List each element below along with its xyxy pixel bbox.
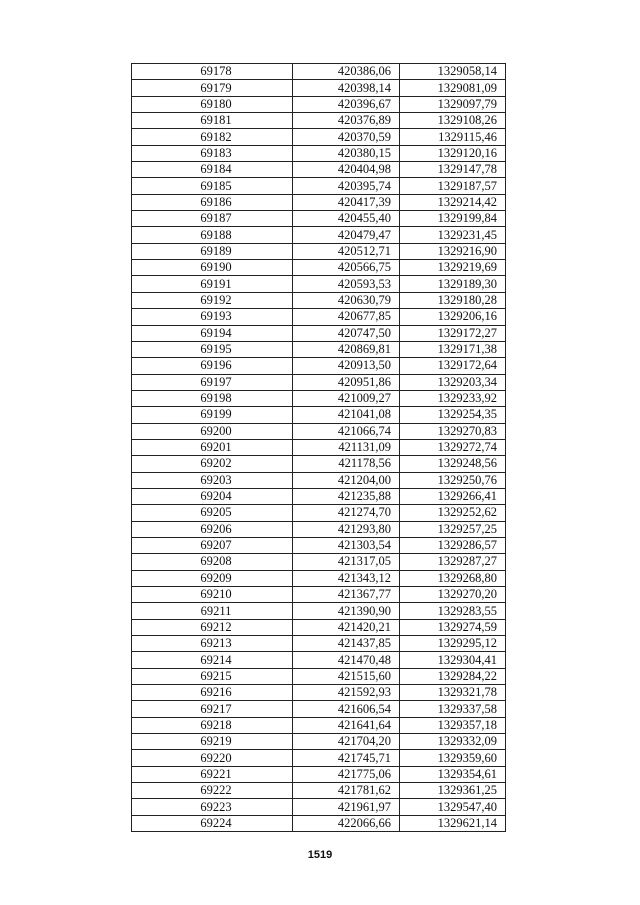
table-row [132,194,506,210]
y-coordinate-cell: 1329203,34 [400,374,506,390]
point-number-cell: 69187 [132,211,293,227]
table-row [132,668,506,684]
table-row [132,407,506,423]
y-coordinate-cell: 1329172,27 [400,325,506,341]
x-coordinate-cell: 420404,98 [293,162,400,178]
x-coordinate-cell: 420869,81 [293,341,400,357]
y-coordinate-cell: 1329219,69 [400,260,506,276]
y-coordinate-cell: 1329257,25 [400,521,506,537]
table-row [132,734,506,750]
x-coordinate-cell: 420566,75 [293,260,400,276]
x-coordinate-cell: 420913,50 [293,358,400,374]
point-number-cell: 69185 [132,178,293,194]
y-coordinate-cell: 1329214,42 [400,194,506,210]
y-coordinate-cell: 1329295,12 [400,636,506,652]
y-coordinate-cell: 1329270,83 [400,423,506,439]
point-number-cell: 69208 [132,554,293,570]
table-row [132,783,506,799]
x-coordinate-cell: 421775,06 [293,766,400,782]
table-row [132,374,506,390]
y-coordinate-cell: 1329359,60 [400,750,506,766]
coordinates-table-body [132,64,506,832]
point-number-cell: 69180 [132,96,293,112]
table-row [132,358,506,374]
y-coordinate-cell: 1329252,62 [400,505,506,521]
point-number-cell: 69223 [132,799,293,815]
point-number-cell: 69221 [132,766,293,782]
table-row [132,554,506,570]
x-coordinate-cell: 420395,74 [293,178,400,194]
y-coordinate-cell: 1329272,74 [400,439,506,455]
y-coordinate-cell: 1329233,92 [400,390,506,406]
table-row [132,456,506,472]
y-coordinate-cell: 1329216,90 [400,243,506,259]
table-row [132,309,506,325]
y-coordinate-cell: 1329180,28 [400,292,506,308]
y-coordinate-cell: 1329187,57 [400,178,506,194]
table-row [132,211,506,227]
y-coordinate-cell: 1329108,26 [400,113,506,129]
y-coordinate-cell: 1329172,64 [400,358,506,374]
point-number-cell: 69198 [132,390,293,406]
x-coordinate-cell: 420386,06 [293,64,400,80]
table-row [132,587,506,603]
point-number-cell: 69215 [132,668,293,684]
table-row [132,145,506,161]
x-coordinate-cell: 421704,20 [293,734,400,750]
table-row [132,766,506,782]
x-coordinate-cell: 420951,86 [293,374,400,390]
table-row [132,570,506,586]
table-row [132,162,506,178]
x-coordinate-cell: 421470,48 [293,652,400,668]
y-coordinate-cell: 1329270,20 [400,587,506,603]
point-number-cell: 69207 [132,537,293,553]
x-coordinate-cell: 421592,93 [293,685,400,701]
point-number-cell: 69199 [132,407,293,423]
point-number-cell: 69216 [132,685,293,701]
point-number-cell: 69178 [132,64,293,80]
x-coordinate-cell: 421178,56 [293,456,400,472]
table-row [132,685,506,701]
y-coordinate-cell: 1329337,58 [400,701,506,717]
table-row [132,603,506,619]
y-coordinate-cell: 1329189,30 [400,276,506,292]
x-coordinate-cell: 421437,85 [293,636,400,652]
table-row [132,390,506,406]
point-number-cell: 69222 [132,783,293,799]
point-number-cell: 69197 [132,374,293,390]
point-number-cell: 69209 [132,570,293,586]
point-number-cell: 69210 [132,587,293,603]
y-coordinate-cell: 1329115,46 [400,129,506,145]
y-coordinate-cell: 1329361,25 [400,783,506,799]
point-number-cell: 69182 [132,129,293,145]
page-number: 1519 [307,849,333,861]
y-coordinate-cell: 1329147,78 [400,162,506,178]
point-number-cell: 69184 [132,162,293,178]
point-number-cell: 69224 [132,815,293,831]
y-coordinate-cell: 1329357,18 [400,717,506,733]
point-number-cell: 69213 [132,636,293,652]
x-coordinate-cell: 421317,05 [293,554,400,570]
y-coordinate-cell: 1329284,22 [400,668,506,684]
y-coordinate-cell: 1329058,14 [400,64,506,80]
table-row [132,439,506,455]
table-row [132,227,506,243]
table-row [132,80,506,96]
y-coordinate-cell: 1329354,61 [400,766,506,782]
point-number-cell: 69219 [132,734,293,750]
x-coordinate-cell: 421781,62 [293,783,400,799]
x-coordinate-cell: 420747,50 [293,325,400,341]
point-number-cell: 69205 [132,505,293,521]
x-coordinate-cell: 421274,70 [293,505,400,521]
point-number-cell: 69214 [132,652,293,668]
point-number-cell: 69201 [132,439,293,455]
x-coordinate-cell: 421343,12 [293,570,400,586]
y-coordinate-cell: 1329120,16 [400,145,506,161]
table-row [132,260,506,276]
x-coordinate-cell: 421367,77 [293,587,400,603]
x-coordinate-cell: 421420,21 [293,619,400,635]
point-number-cell: 69192 [132,292,293,308]
x-coordinate-cell: 422066,66 [293,815,400,831]
x-coordinate-cell: 420479,47 [293,227,400,243]
x-coordinate-cell: 421390,90 [293,603,400,619]
x-coordinate-cell: 420376,89 [293,113,400,129]
y-coordinate-cell: 1329097,79 [400,96,506,112]
x-coordinate-cell: 421131,09 [293,439,400,455]
point-number-cell: 69196 [132,358,293,374]
x-coordinate-cell: 421606,54 [293,701,400,717]
table-row [132,276,506,292]
point-number-cell: 69193 [132,309,293,325]
point-number-cell: 69183 [132,145,293,161]
y-coordinate-cell: 1329171,38 [400,341,506,357]
point-number-cell: 69200 [132,423,293,439]
y-coordinate-cell: 1329621,14 [400,815,506,831]
x-coordinate-cell: 420380,15 [293,145,400,161]
y-coordinate-cell: 1329283,55 [400,603,506,619]
table-row [132,325,506,341]
point-number-cell: 69203 [132,472,293,488]
y-coordinate-cell: 1329547,40 [400,799,506,815]
x-coordinate-cell: 421041,08 [293,407,400,423]
point-number-cell: 69217 [132,701,293,717]
table-row [132,129,506,145]
point-number-cell: 69181 [132,113,293,129]
x-coordinate-cell: 420370,59 [293,129,400,145]
point-number-cell: 69179 [132,80,293,96]
coordinates-table [131,63,506,832]
table-row [132,815,506,831]
table-row [132,505,506,521]
y-coordinate-cell: 1329304,41 [400,652,506,668]
table-row [132,113,506,129]
y-coordinate-cell: 1329081,09 [400,80,506,96]
table-row [132,472,506,488]
point-number-cell: 69211 [132,603,293,619]
x-coordinate-cell: 421009,27 [293,390,400,406]
x-coordinate-cell: 420677,85 [293,309,400,325]
table-row [132,750,506,766]
point-number-cell: 69190 [132,260,293,276]
point-number-cell: 69212 [132,619,293,635]
table-row [132,799,506,815]
y-coordinate-cell: 1329286,57 [400,537,506,553]
table-row [132,96,506,112]
y-coordinate-cell: 1329287,27 [400,554,506,570]
y-coordinate-cell: 1329199,84 [400,211,506,227]
x-coordinate-cell: 421961,97 [293,799,400,815]
point-number-cell: 69202 [132,456,293,472]
table-row [132,243,506,259]
x-coordinate-cell: 420396,67 [293,96,400,112]
x-coordinate-cell: 421235,88 [293,488,400,504]
point-number-cell: 69194 [132,325,293,341]
point-number-cell: 69191 [132,276,293,292]
x-coordinate-cell: 421745,71 [293,750,400,766]
point-number-cell: 69206 [132,521,293,537]
point-number-cell: 69204 [132,488,293,504]
y-coordinate-cell: 1329231,45 [400,227,506,243]
y-coordinate-cell: 1329266,41 [400,488,506,504]
y-coordinate-cell: 1329321,78 [400,685,506,701]
x-coordinate-cell: 421204,00 [293,472,400,488]
point-number-cell: 69188 [132,227,293,243]
point-number-cell: 69195 [132,341,293,357]
x-coordinate-cell: 421293,80 [293,521,400,537]
table-row [132,292,506,308]
table-row [132,178,506,194]
x-coordinate-cell: 420593,53 [293,276,400,292]
table-row [132,423,506,439]
table-row [132,488,506,504]
point-number-cell: 69218 [132,717,293,733]
x-coordinate-cell: 421066,74 [293,423,400,439]
table-row [132,521,506,537]
table-row [132,701,506,717]
point-number-cell: 69186 [132,194,293,210]
y-coordinate-cell: 1329248,56 [400,456,506,472]
x-coordinate-cell: 421641,64 [293,717,400,733]
x-coordinate-cell: 420398,14 [293,80,400,96]
table-row [132,537,506,553]
y-coordinate-cell: 1329254,35 [400,407,506,423]
x-coordinate-cell: 420512,71 [293,243,400,259]
table-row [132,717,506,733]
y-coordinate-cell: 1329250,76 [400,472,506,488]
point-number-cell: 69220 [132,750,293,766]
x-coordinate-cell: 421303,54 [293,537,400,553]
x-coordinate-cell: 420417,39 [293,194,400,210]
table-row [132,636,506,652]
y-coordinate-cell: 1329268,80 [400,570,506,586]
table-row [132,619,506,635]
x-coordinate-cell: 421515,60 [293,668,400,684]
table-row [132,64,506,80]
point-number-cell: 69189 [132,243,293,259]
y-coordinate-cell: 1329332,09 [400,734,506,750]
table-row [132,341,506,357]
y-coordinate-cell: 1329206,16 [400,309,506,325]
x-coordinate-cell: 420455,40 [293,211,400,227]
x-coordinate-cell: 420630,79 [293,292,400,308]
table-row [132,652,506,668]
y-coordinate-cell: 1329274,59 [400,619,506,635]
